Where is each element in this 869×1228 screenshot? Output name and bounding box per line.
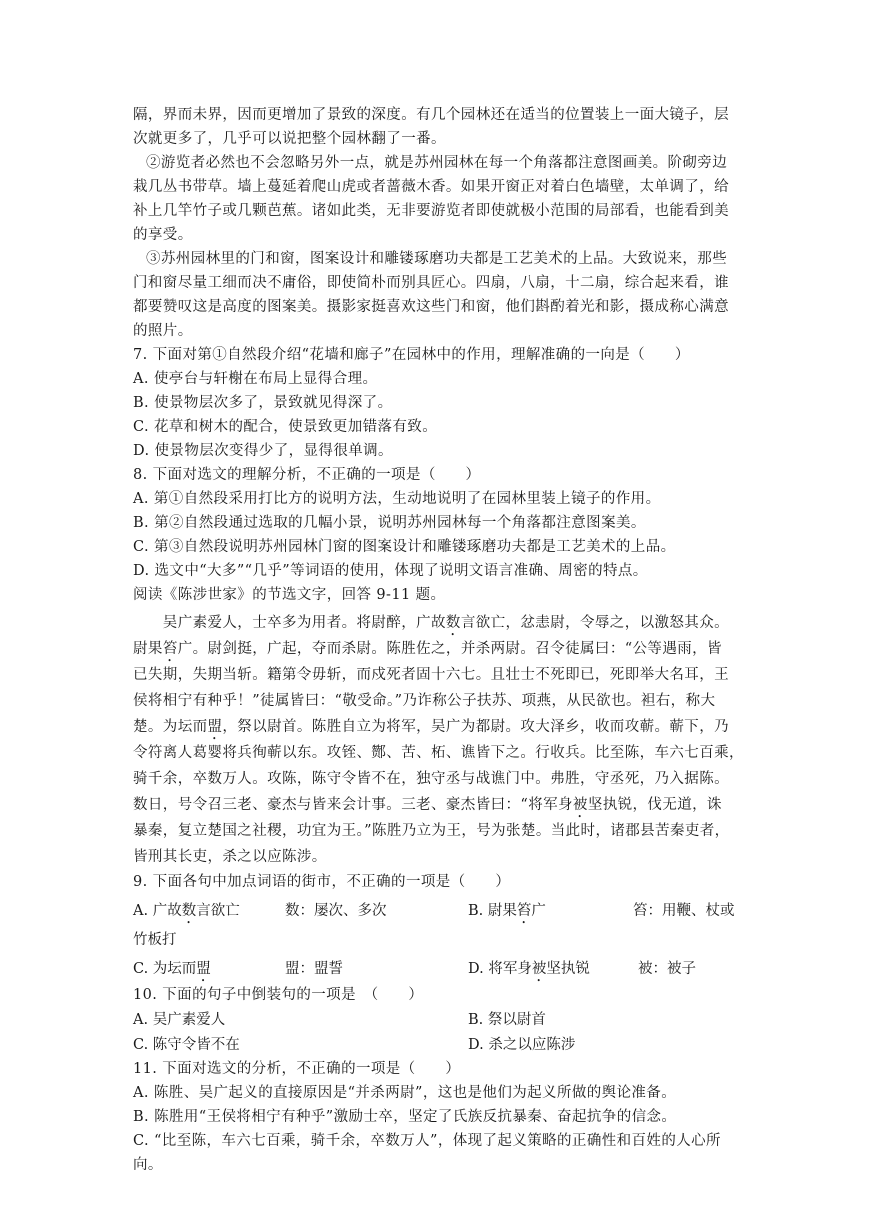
text-span: 吴广素爱人，士卒多为用者。将尉醉，广故 [133,615,446,631]
q11-option-a: A. 陈胜、吴广起义的直接原因是“并杀两尉”，这也是他们为起义所做的舆论准备。 [133,1085,677,1101]
text-span: 尉果 [133,641,163,657]
reading2-intro: 阅读《陈涉世家》的节选文字，回答 9-11 题。 [133,587,446,603]
q9-option-c [133,959,211,985]
reading2-line: 皆刑其长吏，杀之以应陈涉。 [133,849,327,865]
passage1-para3-line: 门和窗尽量工细而决不庸俗，即使简朴而别具匠心。四扇，八扇，十二扇，综合起来看，谁 [133,275,729,291]
passage1-line: 隔，界而未界，因而更增加了景致的深度。有几个园林还在适当的位置装上一面大镜子，层 [133,107,729,123]
passage1-para2-line: ②游览者必然也不会忽略另外一点，就是苏州园林在每一个角落都注意图画美。阶砌旁边 [146,155,728,171]
text-span: B. 尉果 [468,903,517,919]
text-span: 坚执锐 [546,961,590,977]
reading2-line: 骑千余，卒数万人。攻陈，陈守令皆不在，独守丞与战谯门中。弗胜，守丞死，乃入据陈。 [133,771,729,787]
reading2-line: 令符离人葛婴将兵徇蕲以东。攻铚、酂、苦、柘、谯皆下之。行收兵。比至陈，车六七百乘， [133,745,744,761]
q9-stem: 9. 下面各句中加点词语的街市，不正确的一项是（ ） [133,874,511,890]
q8-option-c: C. 第③自然段说明苏州园林门窗的图案设计和雕镂琢磨功夫都是工艺美术的上品。 [133,539,676,555]
reading2-line [133,793,737,821]
passage1-para2-line: 的享受。 [133,227,193,243]
emphasis-char: 数 [445,615,461,631]
passage1-para3-line: 都要赞叹这是高度的图案美。摄影家挺喜欢这些门和窗，他们斟酌着光和影，摄成称心满意 [133,299,729,315]
emphasis-char: 盟 [207,719,223,735]
emphasis-char: 被 [572,797,588,813]
reading2-line: 已失期，失期当斩。籍第令毋斩，而戍死者固十六七。且壮士不死即已，死即举大名耳，王 [133,667,729,683]
q10-option-c: C. 陈守令皆不在 [133,1037,240,1053]
text-span: 数日，号令召三老、豪杰与皆来会计事。三老、豪杰皆曰：“将军身 [133,797,573,813]
reading2-line [133,637,737,665]
emphasis-char: 盟 [196,961,211,977]
q7-option-d: D. 使景物层次变得少了，显得很单调。 [133,443,393,459]
text-span: A. 广故 [133,903,182,919]
q7-stem: 7. 下面对第①自然段介绍“花墙和廊子”在园林中的作用，理解准确的一向是（ ） [133,347,690,363]
q10-stem: 10. 下面的句子中倒装句的一项是 （ ） [133,987,424,1003]
q8-option-d: D. 选文中“大多”“几乎”等词语的使用，体现了说明文语言准确、周密的特点。 [133,563,648,579]
passage1-para3-line: 的照片。 [133,323,193,339]
q11-stem: 11. 下面对选文的分析，不正确的一项是（ ） [133,1061,461,1077]
text-span: 楚。为坛而 [133,719,208,735]
text-span: D. 将军身 [468,961,532,977]
q9-option-d [468,959,590,985]
text-span: 广 [531,903,546,919]
q7-option-c: C. 花草和树木的配合，使景致更加错落有致。 [133,419,438,435]
reading2-line [133,715,737,743]
q7-option-b: B. 使景物层次多了，景致就见得深了。 [133,395,393,411]
emphasis-char: 被 [531,961,547,977]
q10-option-a: A. 吴广素爱人 [133,1012,226,1028]
text-span: 言欲亡，忿恚尉，令辱之，以激怒其众。 [460,615,730,631]
emphasis-char: 笞 [162,641,178,657]
q9-option-a-definition: 数：屡次、多次 [285,903,387,919]
q9-option-b-definition-cont: 竹板打 [133,932,177,948]
q9-option-d-definition: 被：被子 [638,961,696,977]
q10-option-b: B. 祭以尉首 [468,1012,546,1028]
text-span: C. 为坛而 [133,961,197,977]
q11-option-c-cont: 向。 [133,1157,163,1173]
text-span: 言欲亡 [196,903,240,919]
q9-option-a [133,901,240,927]
text-span: 坚执锐，伐无道，诛 [587,797,722,813]
emphasis-char: 数 [181,903,197,919]
passage1-para3-line: ③苏州园林里的门和窗，图案设计和雕镂琢磨功夫都是工艺美术的上品。大致说来，那些 [146,251,728,267]
q11-option-b: B. 陈胜用“王侯将相宁有种乎”激励士卒，坚定了氏族反抗暴秦、奋起抗争的信念。 [133,1109,677,1125]
emphasis-char: 笞 [516,903,532,919]
q8-stem: 8. 下面对选文的理解分析，不正确的一项是（ ） [133,467,481,483]
text-span: ，祭以尉首。陈胜自立为将军，吴广为都尉。攻大泽乡，收而攻蕲。蕲下，乃 [222,719,730,735]
q9-option-b [468,901,546,927]
q8-option-a: A. 第①自然段采用打比方的说明方法，生动地说明了在园林里装上镜子的作用。 [133,491,661,507]
q11-option-c: C. “比至陈，车六七百乘，骑千余，卒数万人”，体现了起义策略的正确性和百姓的人心所 [133,1133,721,1149]
q9-option-c-definition: 盟：盟誓 [285,961,343,977]
text-span: 广。尉剑挺，广起，夺而杀尉。陈胜佐之，并杀两尉。召令徒属曰：“公等遇雨，皆 [177,641,722,657]
q7-option-a: A. 使亭台与轩榭在布局上显得合理。 [133,371,378,387]
q10-option-d: D. 杀之以应陈涉 [468,1037,576,1053]
reading2-line: 暴秦，复立楚国之社稷，功宜为王。”陈胜乃立为王，号为张楚。当此时，诸郡县苦秦吏者， [133,823,730,839]
q8-option-b: B. 第②自然段通过选取的几幅小景，说明苏州园林每一个角落都注意图案美。 [133,515,646,531]
passage1-para2-line: 栽几丛书带草。墙上蔓延着爬山虎或者蔷薇木香。如果开窗正对着白色墙壁，太单调了，给 [133,179,729,195]
passage1-line: 次就更多了，几乎可以说把整个园林翻了一番。 [133,131,446,147]
reading2-line: 侯将相宁有种乎！”徒属皆曰：“敬受命。”乃诈称公子扶苏、项燕，从民欲也。袒右，称大 [133,693,716,709]
reading2-line [133,611,737,639]
q9-option-b-definition: 笞：用鞭、杖或 [633,903,735,919]
passage1-para2-line: 补上几竿竹子或几颗芭蕉。诸如此类，无非要游览者即使就极小范围的局部看，也能看到美 [133,203,729,219]
